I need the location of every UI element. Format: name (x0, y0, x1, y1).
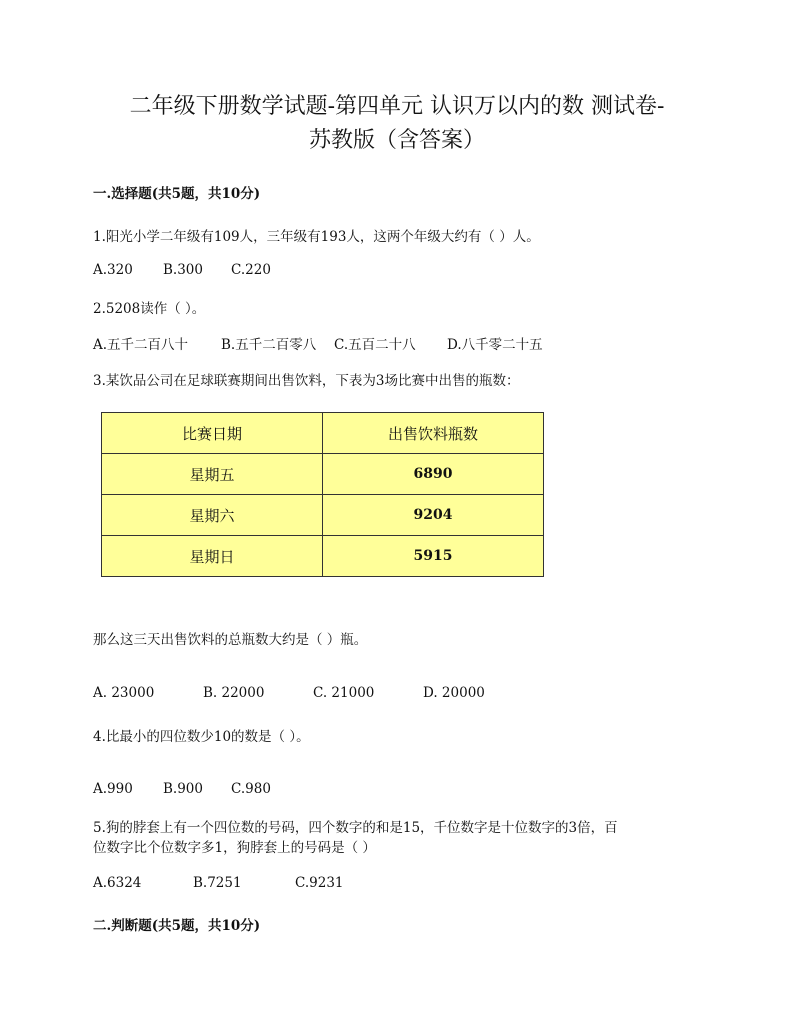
q2-option-c: C.五百二十八 (334, 337, 416, 353)
q1-option-a: A.320 (93, 262, 133, 278)
q3-option-c: C. 21000 (313, 685, 375, 701)
row-count: 9204 (323, 495, 544, 536)
question-2-text: 2.5208读作（ ）。 (93, 301, 206, 317)
title-line-1: 二年级下册数学试题-第四单元 认识万以内的数 测试卷- (129, 94, 665, 119)
question-3-prompt: 那么这三天出售饮料的总瓶数大约是（ ）瓶。 (93, 632, 368, 648)
section-heading-judgment: 二.判断题(共5题，共10分) (93, 918, 261, 934)
header-date: 比赛日期 (102, 413, 323, 454)
question-1-options (93, 262, 271, 278)
q2-option-a: A.五千二百八十 (93, 337, 189, 353)
table-row (102, 454, 544, 495)
row-day: 星期日 (102, 536, 323, 577)
row-count: 5915 (323, 536, 544, 577)
q4-option-c: C.980 (231, 781, 271, 797)
title-line-2: 苏教版（含答案） (308, 128, 485, 153)
q1-option-c: C.220 (231, 262, 271, 278)
q2-option-b: B.五千二百零八 (221, 337, 317, 353)
question-5-options (93, 875, 344, 891)
question-5-text-line-1: 5.狗的脖套上有一个四位数的号码，四个数字的和是15，千位数字是十位数字的3倍，百 (93, 820, 618, 836)
question-2-options (93, 333, 543, 353)
question-5-text-line-2: 位数字比个位数字多1，狗脖套上的号码是（ ） (93, 840, 376, 856)
q2-option-d: D.八千零二十五 (447, 337, 543, 353)
q3-option-a: A. 23000 (93, 685, 155, 701)
question-3-options (93, 685, 485, 701)
q4-option-a: A.990 (93, 781, 133, 797)
section-heading-choice: 一.选择题(共5题，共10分) (93, 186, 261, 202)
row-day: 星期六 (102, 495, 323, 536)
q3-option-d: D. 20000 (423, 685, 485, 701)
q4-option-b: B.900 (163, 781, 203, 797)
row-day: 星期五 (102, 454, 323, 495)
q3-option-b: B. 22000 (203, 685, 265, 701)
q1-option-b: B.300 (163, 262, 203, 278)
question-3-text: 3.某饮品公司在足球联赛期间出售饮料，下表为3场比赛中出售的瓶数： (93, 373, 520, 389)
q5-option-b: B.7251 (193, 875, 242, 891)
question-4-text: 4.比最小的四位数少10的数是（ ）。 (93, 729, 310, 745)
q5-option-c: C.9231 (295, 875, 344, 891)
question-4-options (93, 781, 271, 797)
table-row (102, 536, 544, 577)
question-1-text: 1.阳光小学二年级有109人，三年级有193人，这两个年级大约有（ ）人。 (93, 229, 540, 245)
sales-table (101, 412, 544, 577)
row-count: 6890 (323, 454, 544, 495)
q5-option-a: A.6324 (93, 875, 142, 891)
header-count: 出售饮料瓶数 (323, 413, 544, 454)
page-title (70, 90, 724, 158)
table-header-row (102, 413, 544, 454)
table-row (102, 495, 544, 536)
